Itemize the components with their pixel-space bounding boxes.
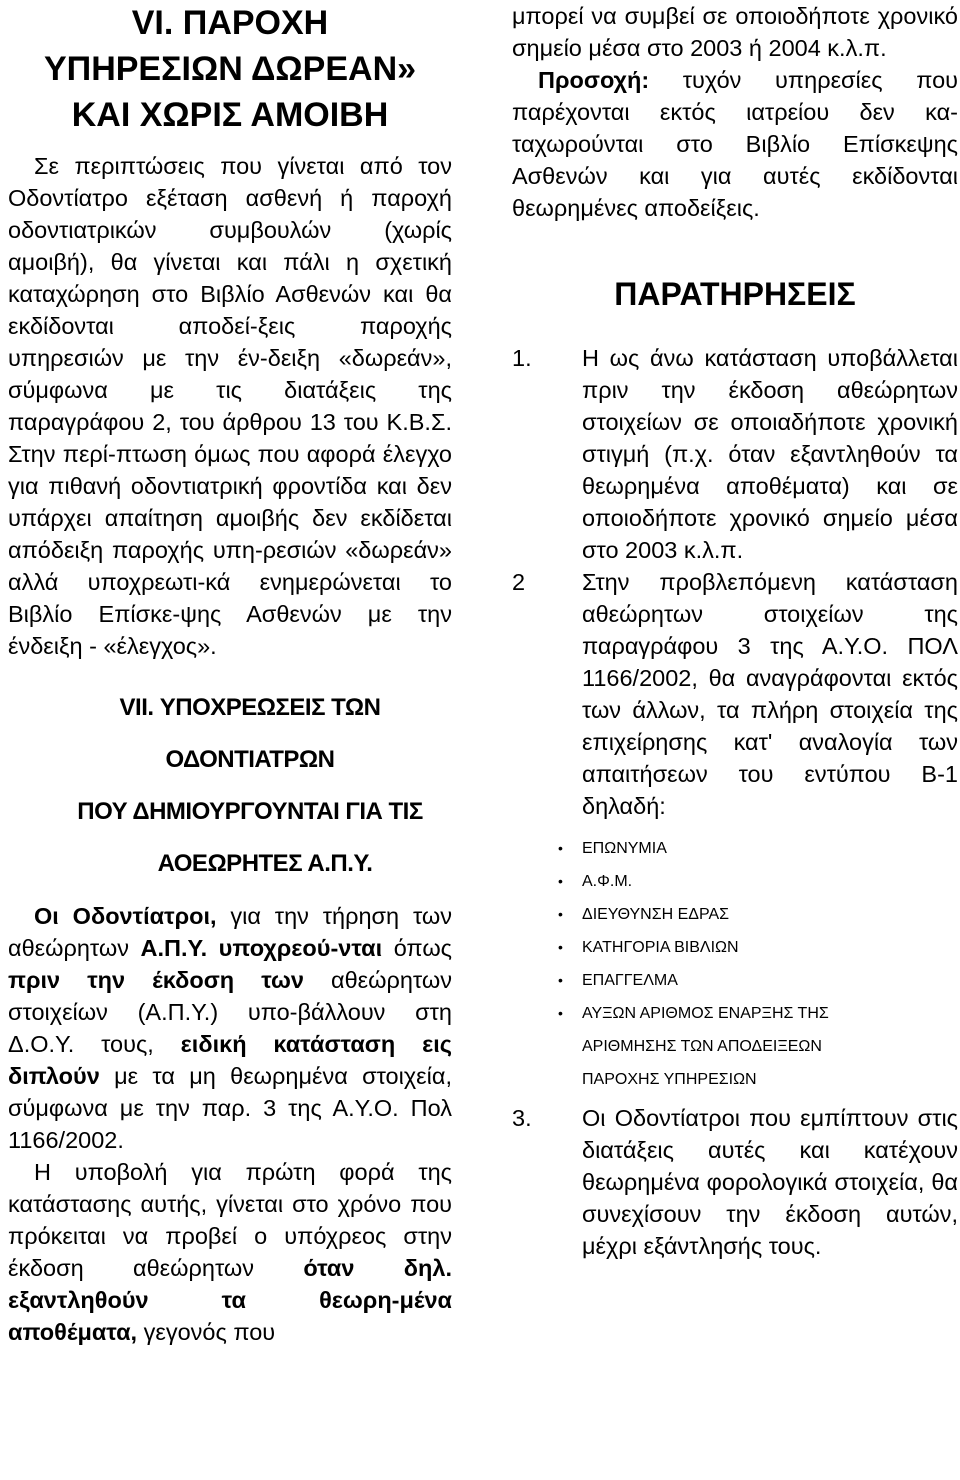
list-item — [558, 964, 958, 997]
note-item — [512, 1102, 958, 1262]
list-item — [558, 832, 958, 865]
bullet-list — [512, 832, 958, 1096]
list-item-continuation — [582, 1030, 958, 1063]
title-line: VI. ΠΑΡΟΧΗ — [131, 4, 329, 42]
heading-line: ΑΟΕΩΡΗΤΕΣ Α.Π.Υ. — [157, 850, 373, 877]
right-column — [512, 0, 958, 1262]
note-number: 2 — [512, 569, 526, 595]
bullet-icon: • — [558, 873, 563, 889]
bullet-icon: • — [558, 972, 563, 988]
note-item — [512, 342, 958, 566]
bullet-icon: • — [558, 840, 563, 856]
obligations-paragraph — [8, 900, 452, 1156]
title-line: ΚΑΙ ΧΩΡΙΣ ΑΜΟΙΒΗ — [71, 96, 389, 134]
list-item-text: ΕΠΩΝΥΜΙΑ — [582, 840, 667, 857]
note-number: 1. — [512, 345, 532, 371]
text: τυχόν υπηρεσίες που παρέχονται εκτός ιατρείου δεν κα-ταχωρούνται στο Βιβλίο Επίσκεψης Ασθενών και για αυτές εκδίδονται θεωρημένες αποδείξεις. — [512, 67, 958, 221]
title-line: ΥΠΗΡΕΣΙΩΝ ΔΩΡΕΑΝ» — [43, 50, 417, 88]
submission-paragraph — [8, 1156, 452, 1348]
bold-text: όταν δηλ. εξαντληθούν τα θεωρη-μένα αποθέματα, — [8, 1255, 452, 1345]
free-services-paragraph: Σε περιπτώσεις που γίνεται από τον Οδοντίατρο εξέταση ασθενή ή παροχή οδοντιατρικών συμβουλών (χωρίς αμοιβή), θα γίνεται και πάλι η σχετική καταχώρηση στο Βιβλίο Ασθενών και θα εκδίδονται αποδεί-ξεις παροχής υπηρεσιών με την έν-δειξη «δωρεάν», σύμφωνα με τις διατάξεις της παραγράφου 2, του άρθρου 13 του Κ.Β.Σ. Στην περί-πτωση όμως που αφορά έλεγχο για πιθανή οδοντιατρική φροντίδα και δεν υπάρχει απαίτηση αμοιβής δεν εκδίδεται απόδειξη παροχής υπη-ρεσιών «δωρεάν» αλλά υποχρεωτι-κά ενημερώνεται το Βιβλίο Επίσκε-ψης Ασθενών με την ένδειξη - «έλεγχος». — [8, 153, 452, 659]
notes-title: ΠΑΡΑΤΗΡΗΣΕΙΣ — [614, 276, 856, 312]
heading-line: ΠΟΥ ΔΗΜΙΟΥΡΓΟΥΝΤΑΙ ΓΙΑ ΤΙΣ — [77, 798, 423, 825]
text: όπως — [382, 935, 452, 961]
attention-paragraph — [512, 64, 958, 224]
left-column — [8, 0, 452, 1348]
list-item-text: ΠΑΡΟΧΗΣ ΥΠΗΡΕΣΙΩΝ — [582, 1071, 757, 1088]
bullet-icon: • — [558, 1005, 563, 1021]
bold-text: ειδική κατάσταση εις διπλούν — [8, 1031, 452, 1089]
note-text: Οι Οδοντίατροι που εμπίπτουν στις διατάξεις αυτές και κατέχουν θεωρημένα φορολογικά στοιχεία, θα συνεχίσουν την έκδοση αυτών, μέχρι εξάντλησής τους. — [582, 1105, 958, 1259]
list-item-text: Α.Φ.Μ. — [582, 873, 633, 890]
attention-label: Προσοχή: — [538, 67, 650, 93]
heading-line: VII. ΥΠΟΧΡΕΩΣΕΙΣ ΤΩΝ ΟΔΟΝΤΙΑΤΡΩΝ — [119, 694, 381, 773]
note-text: Η ως άνω κατάσταση υποβάλλεται πριν την έκδοση αθεώρητων στοιχείων σε οποιαδήποτε χρονική στιγμή (π.χ. όταν εξαντληθούν τα θεωρημένα αποθέματα) και σε οποιοδήποτε χρονικό σημείο μέσα στο 2003 κ.λ.π. — [582, 345, 958, 563]
note-item — [512, 566, 958, 822]
text: Η υποβολή για πρώτη φορά της κατάστασης αυτής, γίνεται στο χρόνο που πρόκειται να προβεί ο υπόχρεος στην έκδοση αθεώρητων — [8, 1159, 452, 1281]
note-number: 3. — [512, 1105, 532, 1131]
bold-text: Α.Π.Υ. υποχρεού-νται — [140, 935, 383, 961]
list-item — [558, 898, 958, 931]
list-item — [558, 997, 958, 1030]
section-vi-title — [8, 0, 452, 138]
list-item-text: ΕΠΑΓΓΕΛΜΑ — [582, 972, 678, 989]
text: γεγονός που — [137, 1319, 276, 1345]
text: για την τήρηση των αθεώρητων — [8, 903, 453, 961]
bold-text: πριν την έκδοση των — [8, 967, 304, 993]
continued-paragraph: μπορεί να συμβεί σε οποιοδήποτε χρονικό σημείο μέσα στο 2003 ή 2004 κ.λ.π. — [512, 3, 958, 61]
list-item-continuation — [582, 1063, 958, 1096]
list-item-text: ΑΡΙΘΜΗΣΗΣ ΤΩΝ ΑΠΟΔΕΙΞΕΩΝ — [582, 1038, 822, 1055]
note-text: Στην προβλεπόμενη κατάσταση αθεώρητων στοιχείων της παραγράφου 3 της Α.Υ.Ο. ΠΟΛ 1166/2002, θα αναγράφονται εκτός των άλλων, τα πλήρη στοιχεία της επιχείρησης κατ' αναλογία των απαιτήσεων του εντύπου Β-1 δηλαδή: — [582, 569, 958, 819]
section-vii-heading — [8, 682, 452, 890]
text: αθεώρητων στοιχείων (Α.Π.Υ.) υπο-βάλλουν στη Δ.Ο.Υ. τους, — [8, 967, 452, 1057]
list-item — [558, 931, 958, 964]
text: με τα μη θεωρημένα στοιχεία, σύμφωνα με την παρ. 3 της Α.Υ.Ο. Πολ 1166/2002. — [8, 1063, 452, 1153]
list-item-text: ΔΙΕΥΘΥΝΣΗ ΕΔΡΑΣ — [582, 906, 730, 923]
list-item-text: ΚΑΤΗΓΟΡΙΑ ΒΙΒΛΙΩΝ — [582, 939, 739, 956]
list-item — [558, 865, 958, 898]
bold-text: Οι Οδοντίατροι, — [34, 903, 217, 929]
bullet-icon: • — [558, 906, 563, 922]
list-item-text: ΑΥΞΩΝ ΑΡΙΘΜΟΣ ΕΝΑΡΞΗΣ ΤΗΣ — [582, 1005, 829, 1022]
bullet-icon: • — [558, 939, 563, 955]
